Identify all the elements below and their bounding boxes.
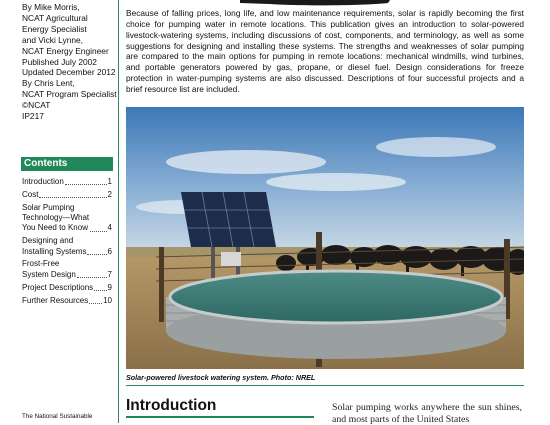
toc-item-label: Solar Pumping Technology—What You Need to Know (22, 202, 90, 233)
toc-leader (65, 184, 107, 185)
byline-line: ©NCAT (22, 100, 51, 111)
toc-item-project-descriptions[interactable] (22, 283, 112, 293)
toc-item-frost-free-design[interactable] (22, 259, 112, 280)
decorative-header-shape (240, 0, 390, 7)
toc-leader (87, 254, 106, 255)
caption-divider (126, 385, 524, 386)
body-text-column: Solar pumping works anywhere the sun shines, and most parts of the United States (332, 402, 522, 425)
sidebar-divider (118, 0, 119, 423)
toc-item-label: Further Resources (22, 295, 89, 305)
toc-item-label: Frost-Free System Design (22, 259, 76, 279)
toc-item-solar-pumping-technology[interactable] (22, 203, 112, 234)
footer-organization: The National Sustainable (22, 413, 93, 420)
byline-line: Updated December 2012 (22, 67, 116, 78)
byline-line: IP217 (22, 111, 44, 122)
toc-item-page: 4 (107, 223, 112, 233)
toc-leader (77, 277, 107, 278)
toc-item-page: 9 (107, 282, 112, 292)
toc-item-label: Introduction (22, 177, 64, 186)
contents-heading: Contents (21, 157, 113, 171)
byline-line: Energy Specialist (22, 23, 87, 34)
photo-caption: Solar-powered livestock watering system. Photo: NREL (126, 373, 316, 382)
toc-item-further-resources[interactable] (22, 296, 112, 306)
byline-line: By Chris Lent, (22, 78, 75, 89)
toc-leader (90, 231, 106, 232)
toc-leader (39, 197, 106, 198)
toc-item-page: 7 (107, 269, 112, 279)
section-heading-rule (126, 416, 314, 418)
toc-item-label: Designing and Installing Systems (22, 236, 87, 256)
toc-item-page: 2 (107, 189, 112, 199)
byline-line: NCAT Energy Engineer (22, 45, 109, 56)
byline-line: By Mike Morris, (22, 2, 80, 12)
toc-item-cost[interactable] (22, 190, 112, 200)
byline-line: and Vicki Lynne, (22, 34, 83, 45)
author-byline (22, 2, 117, 122)
byline-line: NCAT Agricultural (22, 12, 88, 23)
toc-item-designing-installing[interactable] (22, 236, 112, 257)
toc-leader (89, 303, 102, 304)
toc-item-label: Cost (22, 189, 39, 199)
toc-item-introduction[interactable] (22, 177, 112, 187)
toc-item-page: 6 (107, 246, 112, 256)
toc-item-label: Project Descriptions (22, 282, 94, 292)
photo-illustration (126, 107, 524, 369)
toc-leader (94, 290, 106, 291)
solar-livestock-photo (126, 107, 524, 369)
table-of-contents (22, 177, 112, 308)
toc-item-page: 10 (103, 295, 112, 305)
byline-line: NCAT Program Specialist (22, 89, 117, 100)
intro-paragraph: Because of falling prices, long life, and low maintenance requirements, solar is rapidly becoming the first choice for pumping water in remote locations. This publication gives an introduction to solar-powered livestock-watering systems, including discussions of cost, components, and terminology, as well as some suggestions for designing and installing these systems. The strengths and weaknesses of solar pumping are compared to the main options for pumping in remote locations: mechanical windmills, wind turbines, and portable generators powered by gas, propane, or diesel fuel. Design considerations for freeze protection in water-pumping systems are also discussed. Descriptions of four successful projects and a brief resource list are included. (126, 8, 524, 94)
section-heading-introduction: Introduction (126, 397, 217, 414)
byline-line: Published July 2002 (22, 56, 97, 67)
toc-item-page: 1 (107, 177, 112, 186)
